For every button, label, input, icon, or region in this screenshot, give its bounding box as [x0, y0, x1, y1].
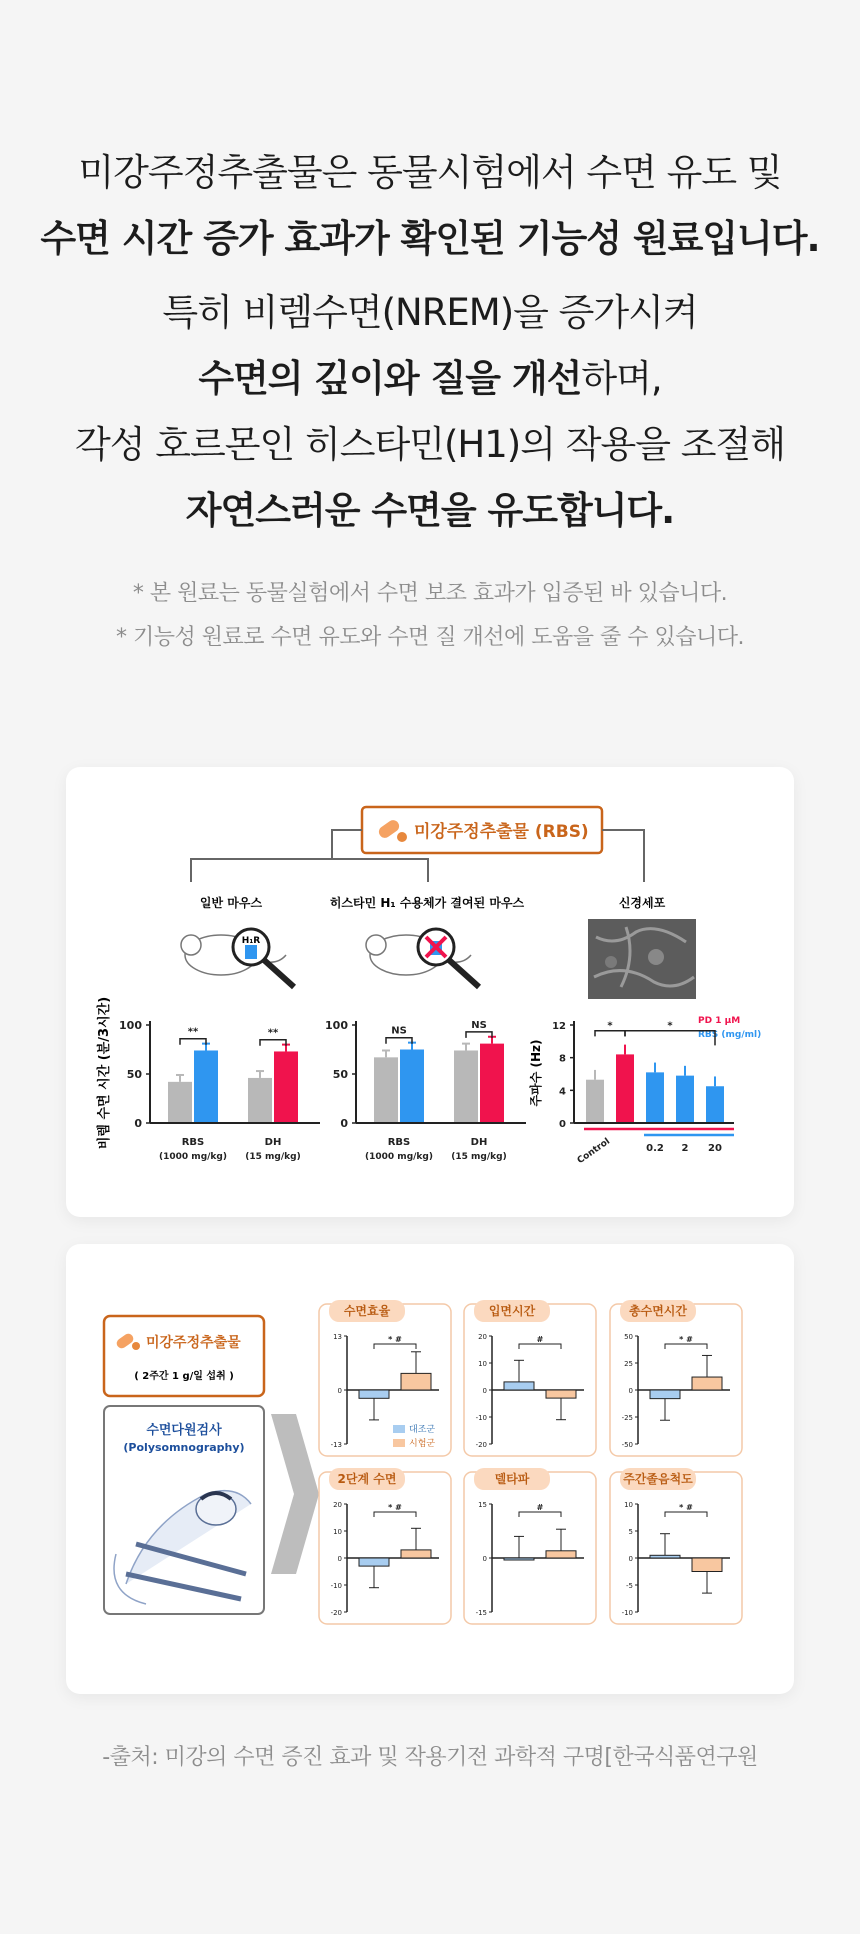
- y-tick-label: 0: [559, 1119, 566, 1130]
- y-tick-label: 100: [119, 1019, 142, 1032]
- y-tick-label: 100: [325, 1019, 348, 1032]
- significance-mark: * #: [388, 1335, 402, 1344]
- intro-line-4-bold: 수면의 깊이와 질을 개선: [198, 357, 582, 400]
- significance-mark: * #: [679, 1503, 693, 1512]
- intro-line-5: 각성 호르몬인 히스타민(H1)의 작용을 조절해: [75, 423, 785, 466]
- bar: [676, 1076, 694, 1123]
- significance-bracket: [595, 1031, 625, 1037]
- bar: [248, 1078, 272, 1123]
- source-citation: -출처: 미강의 수면 증진 효과 및 작용기전 과학적 구명[한국식품연구원: [102, 1745, 758, 1770]
- intake-box: [104, 1316, 264, 1396]
- category-label: RBS: [181, 1137, 205, 1148]
- y-tick-label: -5: [626, 1582, 633, 1590]
- intro-text: [0, 140, 860, 544]
- figure-psg-card: [66, 1244, 794, 1694]
- legend-rbs: RBS (mg/ml): [698, 1030, 762, 1040]
- footnote-1: * 본 원료는 동물실험에서 수면 보조 효과가 입증된 바 있습니다.: [132, 581, 728, 606]
- bar: [480, 1044, 504, 1123]
- footnote-2: * 기능성 원료로 수면 유도와 수면 질 개선에 도움을 줄 수 있습니다.: [116, 625, 744, 650]
- y-tick-label: 20: [333, 1501, 342, 1509]
- arrow-shape: [271, 1414, 319, 1574]
- y-tick-label: -20: [475, 1441, 487, 1449]
- category-label: DH: [264, 1137, 282, 1148]
- significance-mark: **: [187, 1026, 199, 1038]
- panel-title: 델타파: [494, 1472, 530, 1486]
- intro-line-6: 자연스러운 수면을 유도합니다.: [185, 489, 675, 532]
- h1r-label: H₁R: [241, 936, 261, 946]
- y-tick-label: 10: [478, 1360, 487, 1368]
- psg-sub: (Polysomnography): [123, 1441, 245, 1454]
- bar: [546, 1551, 576, 1558]
- y-tick-label: -20: [330, 1609, 342, 1617]
- y-tick-label: 0: [482, 1387, 487, 1395]
- intro-line-2: 수면 시간 증가 효과가 확인된 기능성 원료입니다.: [40, 217, 820, 260]
- significance-mark: * #: [679, 1335, 693, 1344]
- y-tick-label: -10: [475, 1414, 487, 1422]
- bar: [504, 1382, 534, 1390]
- significance-mark: *: [607, 1020, 613, 1032]
- y-tick-label: -13: [330, 1441, 342, 1449]
- intake-sub: ( 2주간 1 g/일 섭취 ): [134, 1371, 234, 1382]
- significance-mark: **: [267, 1027, 279, 1039]
- rbs-title: 미강주정추출물 (RBS): [414, 822, 589, 842]
- category-label: 0.2: [646, 1143, 664, 1154]
- bar: [692, 1558, 722, 1572]
- category-sub-label: (15 mg/kg): [245, 1152, 301, 1162]
- y-tick-label: -15: [475, 1609, 487, 1617]
- bar: [359, 1390, 389, 1398]
- y-tick-label: 10: [333, 1528, 342, 1536]
- y-tick-label: 0: [337, 1555, 342, 1563]
- bar: [401, 1550, 431, 1558]
- y-tick-label: -10: [330, 1582, 342, 1590]
- legend-pd: PD 1 μM: [698, 1016, 741, 1026]
- figure-rbs: [66, 767, 794, 1217]
- category-sub-label: (1000 mg/kg): [159, 1152, 227, 1162]
- y-tick-label: 5: [628, 1528, 633, 1536]
- category-label: DH: [470, 1137, 488, 1148]
- bar: [586, 1080, 604, 1123]
- group-label-knockout: 히스타민 H₁ 수용체가 결여된 마우스: [329, 896, 525, 910]
- category-sub-label: (1000 mg/kg): [365, 1152, 433, 1162]
- panel-frame: [610, 1472, 742, 1624]
- y-tick-label: 4: [559, 1086, 566, 1098]
- significance-mark: * #: [388, 1503, 402, 1512]
- category-label: Control: [575, 1136, 612, 1167]
- y-tick-label: 50: [126, 1068, 142, 1081]
- y-tick-label: 0: [628, 1387, 633, 1395]
- bar: [274, 1051, 298, 1123]
- panel-frame: [464, 1304, 596, 1456]
- category-label: 20: [708, 1143, 722, 1154]
- bar: [504, 1558, 534, 1560]
- legend-label: 시험군: [409, 1439, 436, 1449]
- intro-line-1: 미강주정추출물은 동물시험에서 수면 유도 및: [78, 151, 782, 194]
- magnifier-icon: [233, 929, 294, 987]
- category-label: RBS: [387, 1137, 411, 1148]
- bar: [374, 1057, 398, 1123]
- category-label: 2: [681, 1143, 689, 1154]
- bar: [400, 1050, 424, 1124]
- category-sub-label: (15 mg/kg): [451, 1152, 507, 1162]
- y-tick-label: 10: [624, 1501, 633, 1509]
- bar: [650, 1555, 680, 1558]
- y-tick-label: 8: [559, 1053, 566, 1065]
- bar: [168, 1082, 192, 1123]
- bar: [650, 1390, 680, 1399]
- legend-swatch: [393, 1425, 405, 1433]
- panel-title: 수면효율: [343, 1304, 391, 1318]
- legend-swatch: [393, 1439, 405, 1447]
- bar: [646, 1072, 664, 1123]
- bar: [706, 1086, 724, 1123]
- y-tick-label: 15: [478, 1501, 487, 1509]
- neuron-image: [588, 919, 696, 999]
- bar: [616, 1054, 634, 1123]
- group-label-neuron: 신경세포: [618, 896, 666, 910]
- y-tick-label: 50: [332, 1068, 348, 1081]
- panel-title: 입면시간: [488, 1304, 536, 1318]
- panel-frame: [464, 1472, 596, 1624]
- significance-mark: NS: [471, 1019, 487, 1031]
- y-tick-label: 0: [628, 1555, 633, 1563]
- bar: [692, 1377, 722, 1390]
- y-tick-label: 20: [478, 1333, 487, 1341]
- significance-mark: #: [536, 1503, 544, 1512]
- intro-line-4-rest: 하며,: [581, 357, 662, 400]
- y-tick-label: 25: [624, 1360, 633, 1368]
- ylabel-freq: 주파수 (Hz): [529, 1039, 543, 1107]
- significance-mark: *: [667, 1020, 673, 1032]
- bar: [194, 1050, 218, 1123]
- y-tick-label: 12: [552, 1021, 566, 1032]
- significance-mark: #: [536, 1335, 544, 1344]
- y-tick-label: -10: [621, 1609, 633, 1617]
- magnifier-cross-icon: [418, 929, 479, 987]
- y-tick-label: 0: [482, 1555, 487, 1563]
- bar: [401, 1373, 431, 1390]
- group-label-normal: 일반 마우스: [199, 896, 263, 910]
- intro-line-4: [0, 346, 860, 412]
- ylabel-sleep: 비렘 수면 시간 (분/3시간): [97, 996, 112, 1150]
- bar: [359, 1558, 389, 1566]
- y-tick-label: 0: [134, 1117, 142, 1130]
- y-tick-label: -25: [621, 1414, 633, 1422]
- intake-title: 미강주정추출물: [146, 1335, 241, 1351]
- significance-mark: NS: [391, 1025, 407, 1037]
- intro-line-3: 특히 비렘수면(NREM)을 증가시켜: [162, 291, 698, 334]
- y-tick-label: 13: [333, 1333, 342, 1341]
- panel-title: 총수면시간: [629, 1304, 687, 1318]
- figure-psg: [66, 1244, 794, 1694]
- bar: [454, 1050, 478, 1123]
- panel-title: 2단계 수면: [337, 1472, 397, 1486]
- panel-title: 주간졸음척도: [623, 1472, 693, 1486]
- psg-title: 수면다원검사: [146, 1423, 222, 1438]
- y-tick-label: 50: [624, 1333, 633, 1341]
- legend-label: 대조군: [409, 1425, 436, 1435]
- y-tick-label: 0: [337, 1387, 342, 1395]
- y-tick-label: 0: [340, 1117, 348, 1130]
- figure-rbs-card: [66, 767, 794, 1217]
- panel-frame: [319, 1472, 451, 1624]
- footnotes: [0, 572, 860, 660]
- bar: [546, 1390, 576, 1398]
- y-tick-label: -50: [621, 1441, 633, 1449]
